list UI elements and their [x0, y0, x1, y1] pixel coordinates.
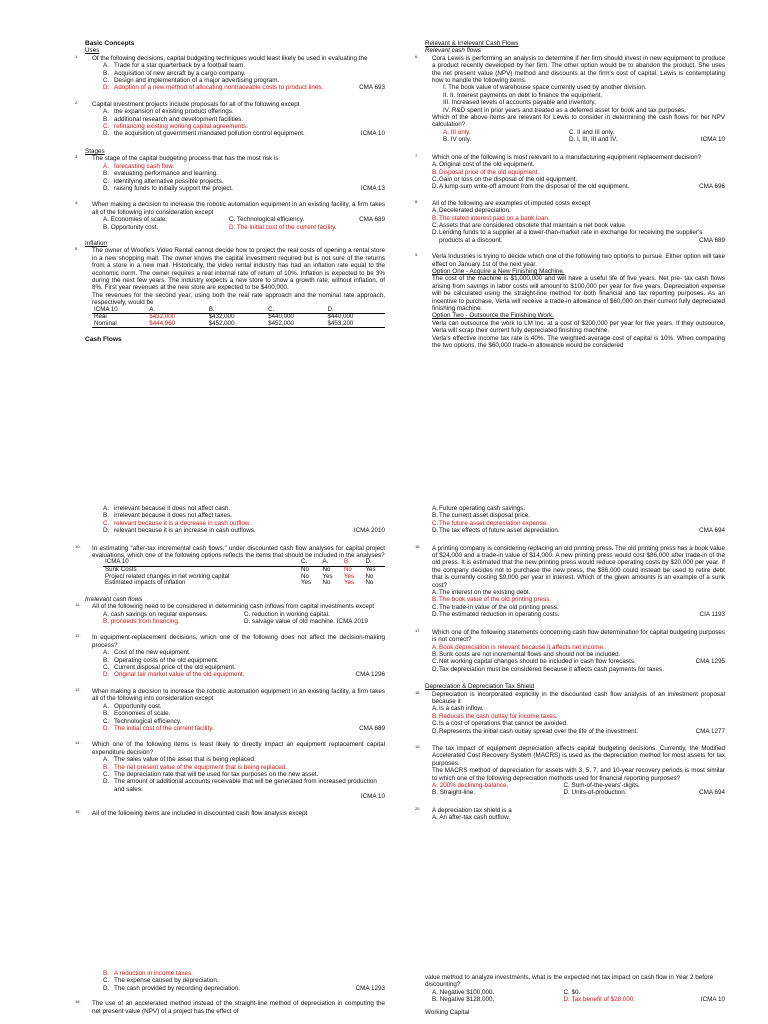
- question-stem: Which one of the following items is least likely to directly impact an equipment replacement capital expenditure decision?: [92, 741, 385, 756]
- option: C. Technological efficiency.: [229, 216, 305, 224]
- question-7: [415, 152, 725, 191]
- option: B. IV only.: [443, 136, 472, 144]
- option: C. Design and implementation of a major advertising program.: [103, 77, 280, 85]
- option: C. reduction in working capital.: [244, 610, 330, 618]
- source-tag: ICMA 10: [360, 130, 385, 138]
- question-12: [75, 633, 385, 679]
- option: D. The tax effects of future asset depreciation. CMA 694: [432, 527, 725, 535]
- option-answer: C. refinancing existing working capital agreements.: [103, 123, 249, 131]
- option: A. Opportunity cost.: [103, 702, 162, 710]
- option-answer: A. III only.: [443, 128, 471, 136]
- option: D. The amount of additional accounts receivable that will be generated from increased production and sales.: [103, 778, 377, 793]
- option-heading: Option Two - Outsource the Finishing Work.: [432, 312, 554, 320]
- question-stem: Verla's effective income tax rate is 40%. The weighted-average cost of capital is 10%. When comparing the two options, the $60,000 trade-in allowance would be considered: [432, 334, 725, 350]
- option: A. Cost of the new equipment.: [103, 649, 191, 657]
- option: C. $0.: [563, 988, 581, 996]
- left-column-lower: [75, 505, 385, 817]
- question-number: 4.: [75, 200, 79, 206]
- source-tag: CMA 689: [359, 216, 385, 224]
- option: C. Is a cost of operations that cannot be avoided.: [432, 720, 568, 728]
- option: A. cash savings on regular expenses.: [103, 610, 208, 618]
- section-title: Cash Flows: [85, 336, 122, 344]
- option: B. Operating costs of the old equipment.: [103, 656, 219, 664]
- left-column: [75, 40, 385, 344]
- question-8: [415, 198, 725, 244]
- option: A. the expansion of existing product offerings.: [103, 108, 234, 116]
- section-subtitle: Inflation: [85, 239, 108, 247]
- question-number: 6.: [415, 53, 419, 59]
- question-stem: When making a decision to increase the robotic automation equipment in an existing facility, a firm takes all of the following into consideration except: [92, 687, 385, 703]
- source-tag: ICMA 10: [700, 136, 725, 144]
- list-item: I. The book value of warehouse space currently used by another division.: [443, 84, 647, 92]
- question-stem: Which one of the following is most relevant to a manufacturing equipment replacement decision?: [432, 153, 702, 161]
- source-tag: ICMA 10: [360, 793, 385, 801]
- source-tag: ICMA 2019: [336, 618, 368, 626]
- option-answer: C. The future asset depreciation expense.: [432, 519, 548, 527]
- option-answer: B. A reduction in income taxes.: [103, 970, 193, 977]
- question-number: 19.: [415, 743, 421, 749]
- option-answer: D. Original fair market value of the old equipment. CMA 1296: [103, 671, 385, 679]
- section-subtitle: Stages: [85, 147, 105, 155]
- section-subtitle: Relevant cash flows: [425, 47, 481, 55]
- question-stem: The stage of the capital budgeting process that has the most risk is: [92, 155, 279, 163]
- source-tag: CMA 1293: [355, 984, 385, 992]
- question-number: 13.: [75, 686, 81, 692]
- question-stem: Which of the above items are relevant for Lewis to consider in determining the cash flows for her NPV calculation?: [432, 114, 725, 129]
- option-answer: B. Disposal price of the old equipment.: [432, 168, 540, 176]
- option: B. additional research and development facilities.: [103, 115, 244, 123]
- option-answer: B. The net present value of the equipment that is being replaced.: [103, 763, 287, 771]
- option-heading: Option One - Acquire a New Finishing Machine.: [432, 267, 565, 275]
- question-stem: A depreciation tax shield is a: [432, 806, 512, 814]
- question-16: [75, 999, 385, 1015]
- option: A. Trade for a star quarterback by a football team.: [103, 62, 246, 70]
- question-4: [75, 200, 385, 231]
- option: D. Represents the initial cash outlay spread over the life of the investment. CMA 1277: [432, 727, 725, 735]
- question-number: 14.: [75, 740, 81, 746]
- list-item: IV. R&D spent in prior years and treated as a deferred asset for book and tax purposes.: [443, 106, 687, 114]
- question-6: [415, 53, 725, 144]
- source-tag: CMA 693: [359, 84, 385, 92]
- option: D. relevant because it is an increase in cash outflows. ICMA 2010: [103, 527, 385, 535]
- section-title: Relevant & Irrelevant Cash Flows: [425, 40, 519, 47]
- source-tag: ICMA 10: [700, 996, 725, 1004]
- option-answer: B. Reduces the cash outlay for income taxes.: [432, 712, 558, 720]
- question-18: [415, 689, 725, 735]
- question-15: [75, 808, 385, 817]
- option: D. Tax depreciation must be considered because it affects cash payments for taxes.: [432, 665, 664, 673]
- option: C. II and III only.: [569, 128, 615, 136]
- question-number: 3.: [75, 154, 79, 160]
- question-stem: Which one of the following statements concerning cash flow determination for capital budgeting purposes is not correct?: [432, 628, 725, 644]
- option-answer: C. relevant because it is a decrease in cash outflow.: [103, 519, 251, 527]
- question-14: [75, 740, 385, 801]
- source-tag: ICMA 2010: [353, 527, 385, 535]
- section-subtitle: Uses: [85, 47, 100, 55]
- question-stem: Verla can outsource the work to LM Inc. at a cost of $200,000 per year for five years. If they outsource, Verla will scrap their current fully depreciated finishing machine.: [432, 319, 725, 335]
- answer-table: ICMA 10 C. A. B. D. Sunk Costs No No No Yes Project related changes in net working capital No Yes Yes No Estimated impacts of inflation Yes No Yes No: [103, 559, 385, 586]
- option: B. Acquisition of new aircraft by a cargo company.: [103, 69, 246, 77]
- question-stem: When making a decision to increase the robotic automation equipment in an existing facility, a firm takes all of the following into consideration except: [92, 201, 385, 216]
- question-stem: The owner of Woofie's Video Rental cannot decide how to project the real costs of opening a rental store in a new shopping mall. The owner knows the capital investment required but is not sure of the returns from a store in a new mall. Historically, the video rental industry has had an inflation rate equal to the economic norm. The owner requires a real internal rate of return of 10%. Inflation is expected to be 3% during the next few years. The industry expects a new store to show a growth rate, without inflation, of 8%. First year revenues at the new store are expected to be $400,000.: [92, 247, 385, 292]
- question-stem: A printing company is considering replacing an old printing press. The old printing press has a book value of $24,000 and a trade-in value of $14,000. A new printing press would cost $86,000 after trade-in of the old press. It is estimated that the new printing press would reduce operating costs by $20,000 per year. If the company decides not to purchase the new press, the $86,000 could instead be used to retire debt that is currently costing $9,000 per year in interest. Which of the given amounts is an example of a sunk cost?: [432, 544, 725, 589]
- answer-table: ICMA 10 A. B. C. D. Real $432,000 $432,000 $440,000 $440,000 Nominal $444,960 $452,000 $452,000 $453,200: [92, 307, 385, 329]
- source-tag: CMA 689: [699, 236, 725, 244]
- question-stem: In estimating "after-tax incremental cash flows," under discounted cash flow analyses for capital project evaluations, which one of the following options reflects the items that should be included in the analyses?: [92, 544, 385, 560]
- question-stem: All of the following are examples of imputed costs except: [432, 199, 591, 207]
- right-column-bottom: [425, 974, 725, 1016]
- option: B. Straight-line.: [432, 789, 476, 797]
- source-tag: CMA 689: [359, 724, 385, 732]
- question-number: 20.: [415, 805, 421, 811]
- right-column-lower: [415, 505, 725, 822]
- option: C. Sum-of-the-years'-digits.: [563, 782, 640, 789]
- question-stem: All of the following need to be considered in determining cash inflows from capital investments except: [92, 603, 375, 611]
- option: A. Is a cash inflow.: [432, 705, 484, 713]
- question-number: 17.: [415, 627, 421, 633]
- option: D. salvage value of old machine.: [244, 618, 336, 626]
- question-stem: The MACRS method of depreciation for assets with 3, 5, 7, and 10-year recovery periods is most similar to which one of the following depreciation methods used for financial reporting purposes?: [432, 767, 725, 782]
- question-number: 7.: [415, 152, 419, 158]
- source-tag: CMA 1295: [695, 658, 725, 666]
- option: D. Units-of-production.: [563, 789, 627, 797]
- option: D. the acquisition of government mandated pollution control equipment. ICMA 10: [103, 130, 385, 138]
- question-number: 1.: [75, 53, 79, 59]
- option-answer: A. Book depreciation is relevant because it affects net income.: [432, 643, 605, 651]
- option: B. The current asset disposal price.: [432, 512, 530, 520]
- option: A. Future operating cash savings.: [432, 505, 526, 512]
- option: D. raising funds to initially support the project. ICMA 13: [103, 184, 385, 192]
- option: B. Opportunity cost.: [103, 223, 159, 231]
- question-number: 15.: [75, 808, 81, 814]
- option: C. identifying alternative possible projects.: [103, 177, 224, 185]
- option: B. Economies of scale.: [103, 710, 171, 718]
- question-number: 9.: [415, 252, 419, 258]
- question-5: [75, 246, 385, 328]
- option-answer: B. The stated interest paid on a bank loan.: [432, 214, 550, 222]
- question-stem: Of the following decisions, capital budgeting techniques would least likely be used in evaluating the: [92, 54, 368, 62]
- option-answer: D. Tax benefit of $28,000.: [563, 996, 636, 1004]
- question-19: [415, 743, 725, 797]
- question-number: 5.: [75, 246, 79, 252]
- option: C. The depreciation rate that will be used for tax purposes on the new asset.: [103, 770, 319, 778]
- source-tag: CMA 696: [699, 183, 725, 191]
- option: A. The sales value of the asset that is being replaced.: [103, 756, 256, 764]
- option: C. The trade-in value of the old printing press.: [432, 603, 559, 611]
- question-stem: In equipment-replacement decisions, which one of the following does not affect the decision-making process?: [92, 634, 385, 649]
- option: D. The cash provided by recording depreciation. CMA 1293: [103, 984, 385, 992]
- option: C. Current disposal price of the old equipment.: [103, 664, 236, 672]
- question-number: 11.: [75, 602, 81, 608]
- question-stem: The revenues for the second year, using both the real rate approach and the nominal rate approach, respectively, would be: [92, 291, 385, 307]
- section-title: Working Capital: [425, 1008, 470, 1016]
- option-answer: A. 200% declining-balance.: [432, 782, 509, 789]
- option: D. Lending funds to a supplier at a lower-than-market rate in exchange for receiving the supplier's products at a discount. CMA 689: [432, 229, 725, 244]
- question-16b: [415, 543, 725, 619]
- question-2: [75, 99, 385, 138]
- option-answer: D. The initial cost of the current facility.: [229, 223, 337, 231]
- list-item: III. Increased levels of accounts payable and inventory.: [443, 99, 596, 107]
- question-number: 12.: [75, 633, 81, 639]
- question-stem: Capital investment projects include proposals for all of the following except: [92, 100, 300, 108]
- option: A. Decelerated depreciation.: [432, 207, 511, 215]
- option: D. The estimated reduction in operating costs. CIA 1193: [432, 611, 725, 619]
- question-stem: The use of an accelerated method instead of the straight-line method of depreciation in computing the net present value (NPV) of a project has the effect of: [92, 1000, 385, 1015]
- option: A. Economies of scale.: [103, 216, 168, 224]
- source-tag: CMA 1296: [355, 671, 385, 679]
- option: B. evaluating performance and learning.: [103, 170, 218, 178]
- question-1: [75, 53, 385, 92]
- question-number: 18.: [415, 689, 421, 695]
- option: A. irrelevant because it does not affect cash.: [103, 505, 231, 512]
- question-stem: The tax impact of equipment depreciation affects capital budgeting decisions. Currently, the Modified Accelerated Cost Recovery System (MACRS) is used as the depreciation method for most assets for tax purposes.: [432, 744, 725, 767]
- question-11: [75, 602, 385, 626]
- question-stem: Depreciation is incorporated explicitly in the discounted cash flow analysis of an investment proposal because it: [432, 690, 725, 705]
- option: B. irrelevant because it does not affect taxes.: [103, 512, 232, 520]
- option: C. Net working capital changes should be included in cash flow forecasts. CMA 1295: [432, 658, 725, 666]
- question-number: 2.: [75, 99, 79, 105]
- question-17: [415, 627, 725, 673]
- question-stem: All of the following items are included in discounted cash flow analysis except: [92, 809, 308, 817]
- option-answer: D. Adoption of a new method of allocating nontraceable costs to product lines. CMA 693: [103, 84, 385, 92]
- option-answer: D. The initial cost of the current facility. CMA 689: [103, 724, 385, 732]
- left-column-bottom: [75, 970, 385, 1015]
- option: D. I, III, III and IV.: [569, 136, 618, 144]
- option: D. A lump-sum write-off amount from the disposal of the old equipment. CMA 696: [432, 183, 725, 191]
- question-20: [415, 805, 725, 822]
- list-item: II. II. Interest payments on debt to finance the equipment.: [443, 91, 603, 99]
- question-stem: Verla Industries is trying to decide which one of the following two options to pursue. Either option will take effect on January 1st of the next year.: [432, 253, 725, 268]
- right-column: [415, 40, 725, 350]
- option: C. Gain or loss on the disposal of the old equipment.: [432, 175, 578, 183]
- option: A. Original cost of the old equipment.: [432, 161, 535, 169]
- option: A. The interest on the existing debt.: [432, 589, 531, 597]
- question-number: 10.: [75, 543, 81, 549]
- option: B. Sunk costs are not incremental flows and should not be included.: [432, 650, 621, 658]
- option-answer: A. forecasting cash flow.: [103, 162, 175, 170]
- question-number: 16.: [415, 543, 421, 549]
- question-3: [75, 154, 385, 192]
- source-tag: CIA 1193: [699, 611, 725, 619]
- option: A. An after-tax cash outflow.: [432, 814, 511, 822]
- source-tag: CMA 694: [699, 789, 725, 797]
- question-number: 16.: [75, 999, 81, 1005]
- option: C. Technological efficiency.: [103, 717, 182, 725]
- question-stem: value method to analyze investments, what is the expected net tax impact on cash flow in Year 2 before discounting?: [425, 974, 714, 989]
- option: A. Negative $100,000.: [432, 988, 495, 996]
- option-answer: B. The book value of the old printing press.: [432, 596, 552, 604]
- question-stem: The cost of the machine is $1,000,000 and will have a useful life of five years. Net pre- tax cash flows arising from savings in labor costs will amount to $100,000 per year for five years. Depreciation expense will be calculated using the straight-line method for both financial and tax reporting purposes. As an incentive to purchase, Verla will receive a trade-in allowance of $60,000 on their current fully depreciated finishing machine.: [432, 275, 725, 312]
- section-title: Depreciation & Depreciation Tax Shield: [425, 683, 535, 691]
- option: C. Assets that are considered obsolete that maintain a net book value.: [432, 221, 627, 229]
- section-subtitle: Irrelevant cash flows: [85, 595, 143, 603]
- source-tag: CMA 694: [699, 527, 725, 535]
- question-number: 8.: [415, 198, 419, 204]
- option: B. Negative $128,000.: [432, 996, 495, 1004]
- section-title: Basic Concepts: [85, 40, 135, 47]
- source-tag: ICMA 13: [360, 184, 385, 192]
- option-answer: B. proceeds from financing.: [103, 618, 180, 626]
- question-13: [75, 686, 385, 732]
- question-9: [415, 252, 725, 350]
- question-10: [75, 543, 385, 587]
- question-stem: Cora Lewis is performing an analysis to determine if her firm should invest in new equipment to produce a product recently developed by her firm. The other option would be to abandon the product. She uses the net present value (NPV) method and discounts at the firm's cost of capital. Lewis is contemplating how to handle the following items.: [432, 54, 725, 85]
- source-tag: CMA 1277: [695, 727, 725, 735]
- option: C. The expense caused by depreciation.: [103, 977, 219, 985]
